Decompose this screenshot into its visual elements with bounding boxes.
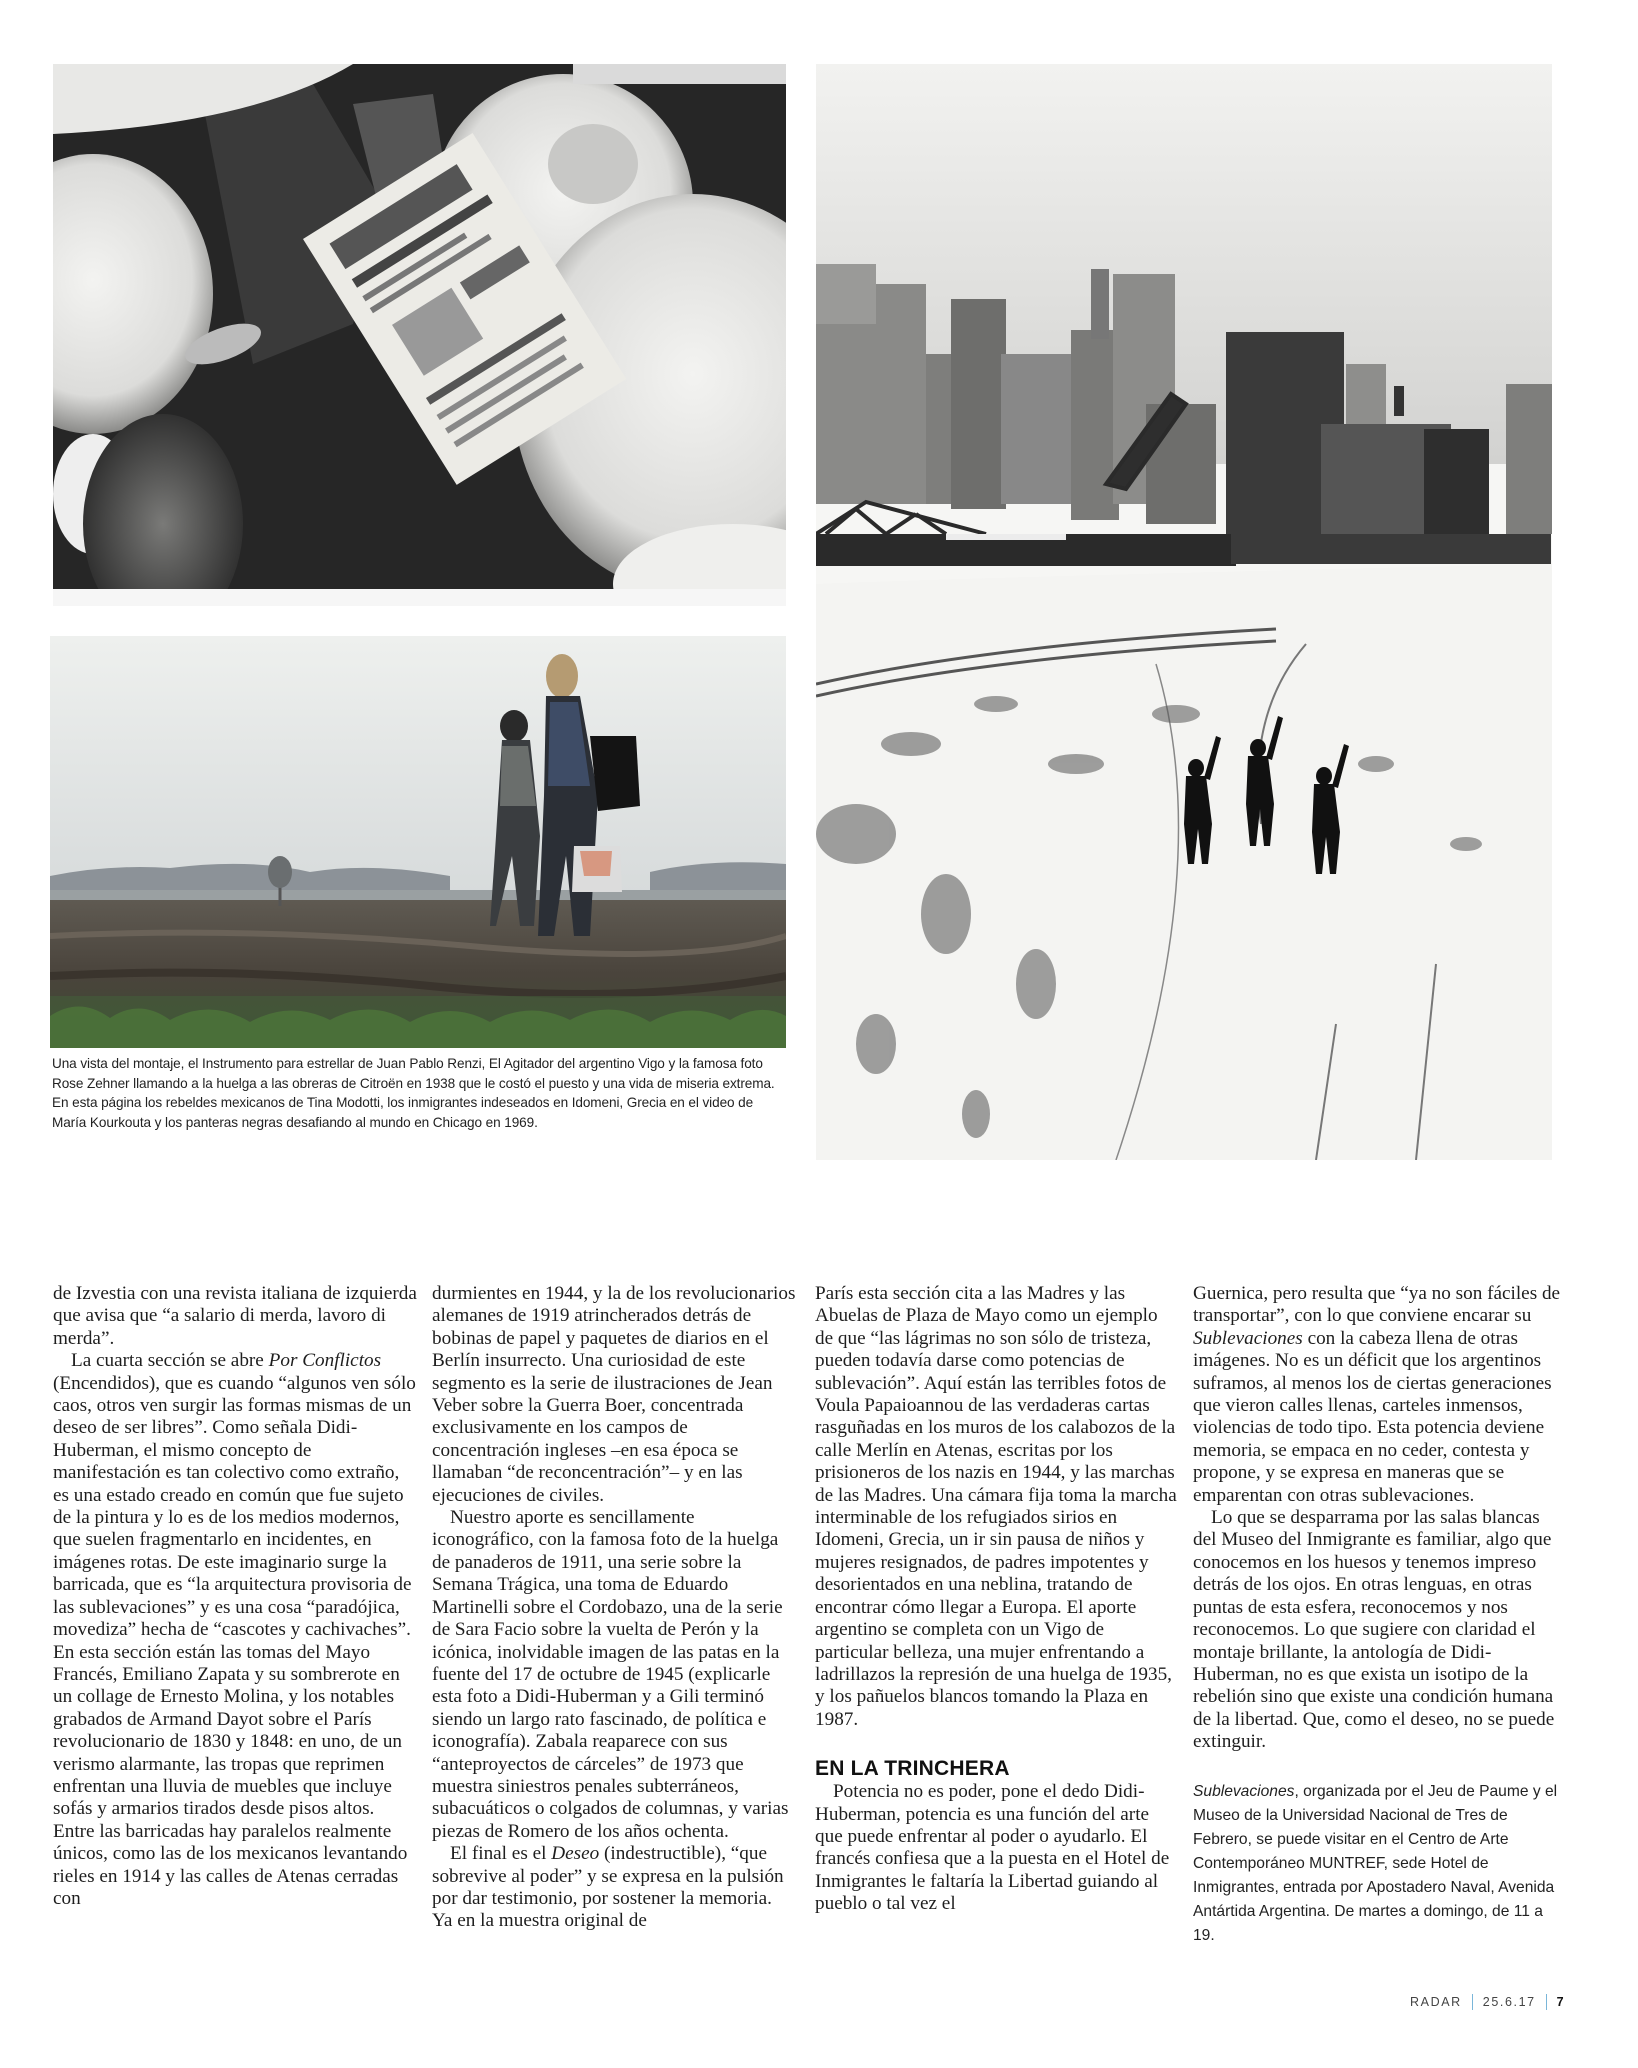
article-column-3 [815, 1283, 1179, 1916]
paragraph: Lo que se desparrama por las salas blancas del Museo del Inmigrante es familiar, algo que conocemos en los huesos y tenemos impreso detrás de los ojos. En otras lenguas, en otras puntas de esta esfera, reconocemos y nos reconocemos. Lo que sugiere con claridad el montaje brillante, la antología de Didi-Huberman, no es que exista un isotipo de la rebelión sino que existe una condición humana de la libertad. Que, como el deseo, no se puede extinguir. [1193, 1507, 1555, 1753]
italic-title: Sublevaciones [1193, 1327, 1303, 1349]
page-footer [1410, 1994, 1564, 2010]
article-column-4 [1193, 1283, 1561, 1948]
article-column-2 [432, 1283, 796, 1933]
section-subheading: EN LA TRINCHERA [815, 1757, 1010, 1781]
italic-title: Deseo [551, 1843, 600, 1865]
paragraph: durmientes en 1944, y la de los revolucionarios alemanes de 1919 atrincherados detrás de bobinas de papel y paquetes de diarios en el Berlín insurrecto. Una curiosidad de este segmento es la serie de ilustraciones de Jean Veber sobre la Guerra Boer, concentrada exclusivamente en los campos de concentración ingleses –en esa época se llamaban “de reconcentración”– y en las ejecuciones de civiles. [432, 1283, 796, 1506]
footer-section-name: RADAR [1410, 1995, 1462, 2009]
photo-migrants-field-image [50, 636, 786, 1048]
photo-caption: Una vista del montaje, el Instrumento para estrellar de Juan Pablo Renzi, El Agitador del argentino Vigo y la famosa foto Rose Zehner llamando a la huelga a las obreras de Citroën en 1938 que le costó el puesto y una vida de miseria extrema. En esta página los rebeldes mexicanos de Tina Modotti, los inmigrantes indeseados en Idomeni, Grecia en el video de María Kourkouta y los panteras negras desafiando al mundo en Chicago en 1969. [52, 1056, 775, 1130]
footer-separator [1472, 1994, 1473, 2010]
paragraph [53, 1350, 417, 1910]
paragraph: de Izvestia con una revista italiana de izquierda que avisa que “a salario di merda, lavoro di merda”. [53, 1283, 417, 1349]
text: (Encendidos), que es cuando “algunos ven sólo caos, otros ven surgir las formas mismas de un deseo de ser libres”. Como señala Didi-Huberman, el mismo concepto de manifestación es tan colectivo como extraño, es una estado creado en común que fue sujeto de la pintura y lo es de los medios modernos, que suelen fragmentarlo en incidentes, en imágenes rotas. De este imaginario surge la barricada, que es “la arquitectura provisoria de las sublevaciones” y es una cosa “paradójica, movediza” hecha de “cascotes y cachivaches”. En esta sección están las tomas del Mayo Francés, Emiliano Zapata y su sombrerote en un collage de Ernesto Molina, y los notables grabados de Armand Dayot sobre el París revolucionario de 1830 y 1848: en uno, de un verismo alarmante, las tropas que reprimen enfrentan una lluvia de muebles que incluye sofás y armarios tirados desde pisos altos. Entre las barricadas hay paralelos realmente únicos, como las de los mexicanos levantando rieles en 1914 y las calles de Atenas cerradas con [53, 1372, 416, 1909]
italic-title: Sublevaciones [1193, 1782, 1295, 1800]
photo-hats-newspaper-image [53, 64, 786, 606]
footer-date: 25.6.17 [1482, 1995, 1536, 2009]
paragraph [1193, 1283, 1561, 1507]
text: El final es el [450, 1843, 552, 1865]
text: (indestructible), “que sobrevive al poder” y se expresa en la pulsión por dar testimonio, por sostener la memoria. Ya en la muestra original de [432, 1843, 784, 1932]
text: , organizada por el Jeu de Paume y el Museo de la Universidad Nacional de Tres de Febrero, se puede visitar en el Centro de Arte Contemporáneo MUNTREF, sede Hotel de Inmigrantes, entrada por Apostadero Naval, Avenida Antártida Argentina. De martes a domingo, de 11 a 19. [1193, 1782, 1558, 1944]
photo-snow-railyard [816, 64, 1552, 1160]
page-number: 7 [1556, 1995, 1564, 2009]
text: Guernica, pero resulta que “ya no son fáciles de transportar”, con lo que conviene encarar su [1193, 1283, 1561, 1327]
paragraph: Nuestro aporte es sencillamente iconográfico, con la famosa foto de la huelga de panaderos de 1911, una serie sobre la Semana Trágica, una toma de Eduardo Martinelli sobre el Cordobazo, una de la serie de Sara Facio sobre la vuelta de Perón y la icónica, inolvidable imagen de las patas en la fuente del 17 de octubre de 1945 (explicarle esta foto a Didi-Huberman y a Gili terminó siendo un largo rato fascinado, de política e iconografía). Zabala reaparece con sus “anteproyectos de cárceles” de 1973 que muestra siniestros penales subterráneos, subacuáticos o colgados de columnas, y varias piezas de Romero de los años ochenta. [432, 1507, 789, 1842]
text: con la cabeza llena de otras imágenes. No es un déficit que los argentinos suframos, al menos los de ciertas generaciones que vieron calles llenas, carteles inmensos, violencias de todo tipo. Esta potencia deviene memoria, se empaca en no ceder, contesta y propone, y se expresa en maneras que se emparentan con otras sublevaciones. [1193, 1327, 1552, 1506]
photo-snow-railyard-image [816, 64, 1552, 1160]
photo-migrants-field [50, 636, 786, 1048]
article-column-1 [53, 1283, 417, 1910]
footer-separator [1546, 1994, 1547, 2010]
paragraph: Potencia no es poder, pone el dedo Didi-Huberman, potencia es una función del arte que puede enfrentar al poder o ayudarlo. El francés confiesa que a la puesta en el Hotel de Inmigrantes le faltaría la Libertad guiando al pueblo o tal vez el [815, 1781, 1170, 1915]
photo-hats-newspaper [53, 64, 786, 606]
text: La cuarta sección se abre [71, 1350, 269, 1372]
italic-title: Por Conflictos [268, 1350, 382, 1372]
exhibition-info [1193, 1780, 1561, 1948]
paragraph [432, 1843, 796, 1933]
paragraph: París esta sección cita a las Madres y las Abuelas de Plaza de Mayo como un ejemplo de que “las lágrimas no son sólo de tristeza, pueden todavía darse como potencias de sublevación”. Aquí están las terribles fotos de Voula Papaioannou de las verdaderas cartas rasguñadas en los muros de los calabozos de la calle Merlín en Atenas, escritas por los prisioneros de los nazis en 1944, y las marchas de las Madres. Una cámara fija toma la marcha interminable de los refugiados sirios en Idomeni, Grecia, un ir sin pausa de niños y mujeres resignados, de padres impotentes y desorientados en una neblina, tratando de encontrar cómo llegar a Europa. El aporte argentino se completa con un Vigo de particular belleza, una mujer enfrentando a ladrillazos la represión de una huelga de 1935, y los pañuelos blancos tomando la Plaza en 1987. [815, 1283, 1177, 1730]
